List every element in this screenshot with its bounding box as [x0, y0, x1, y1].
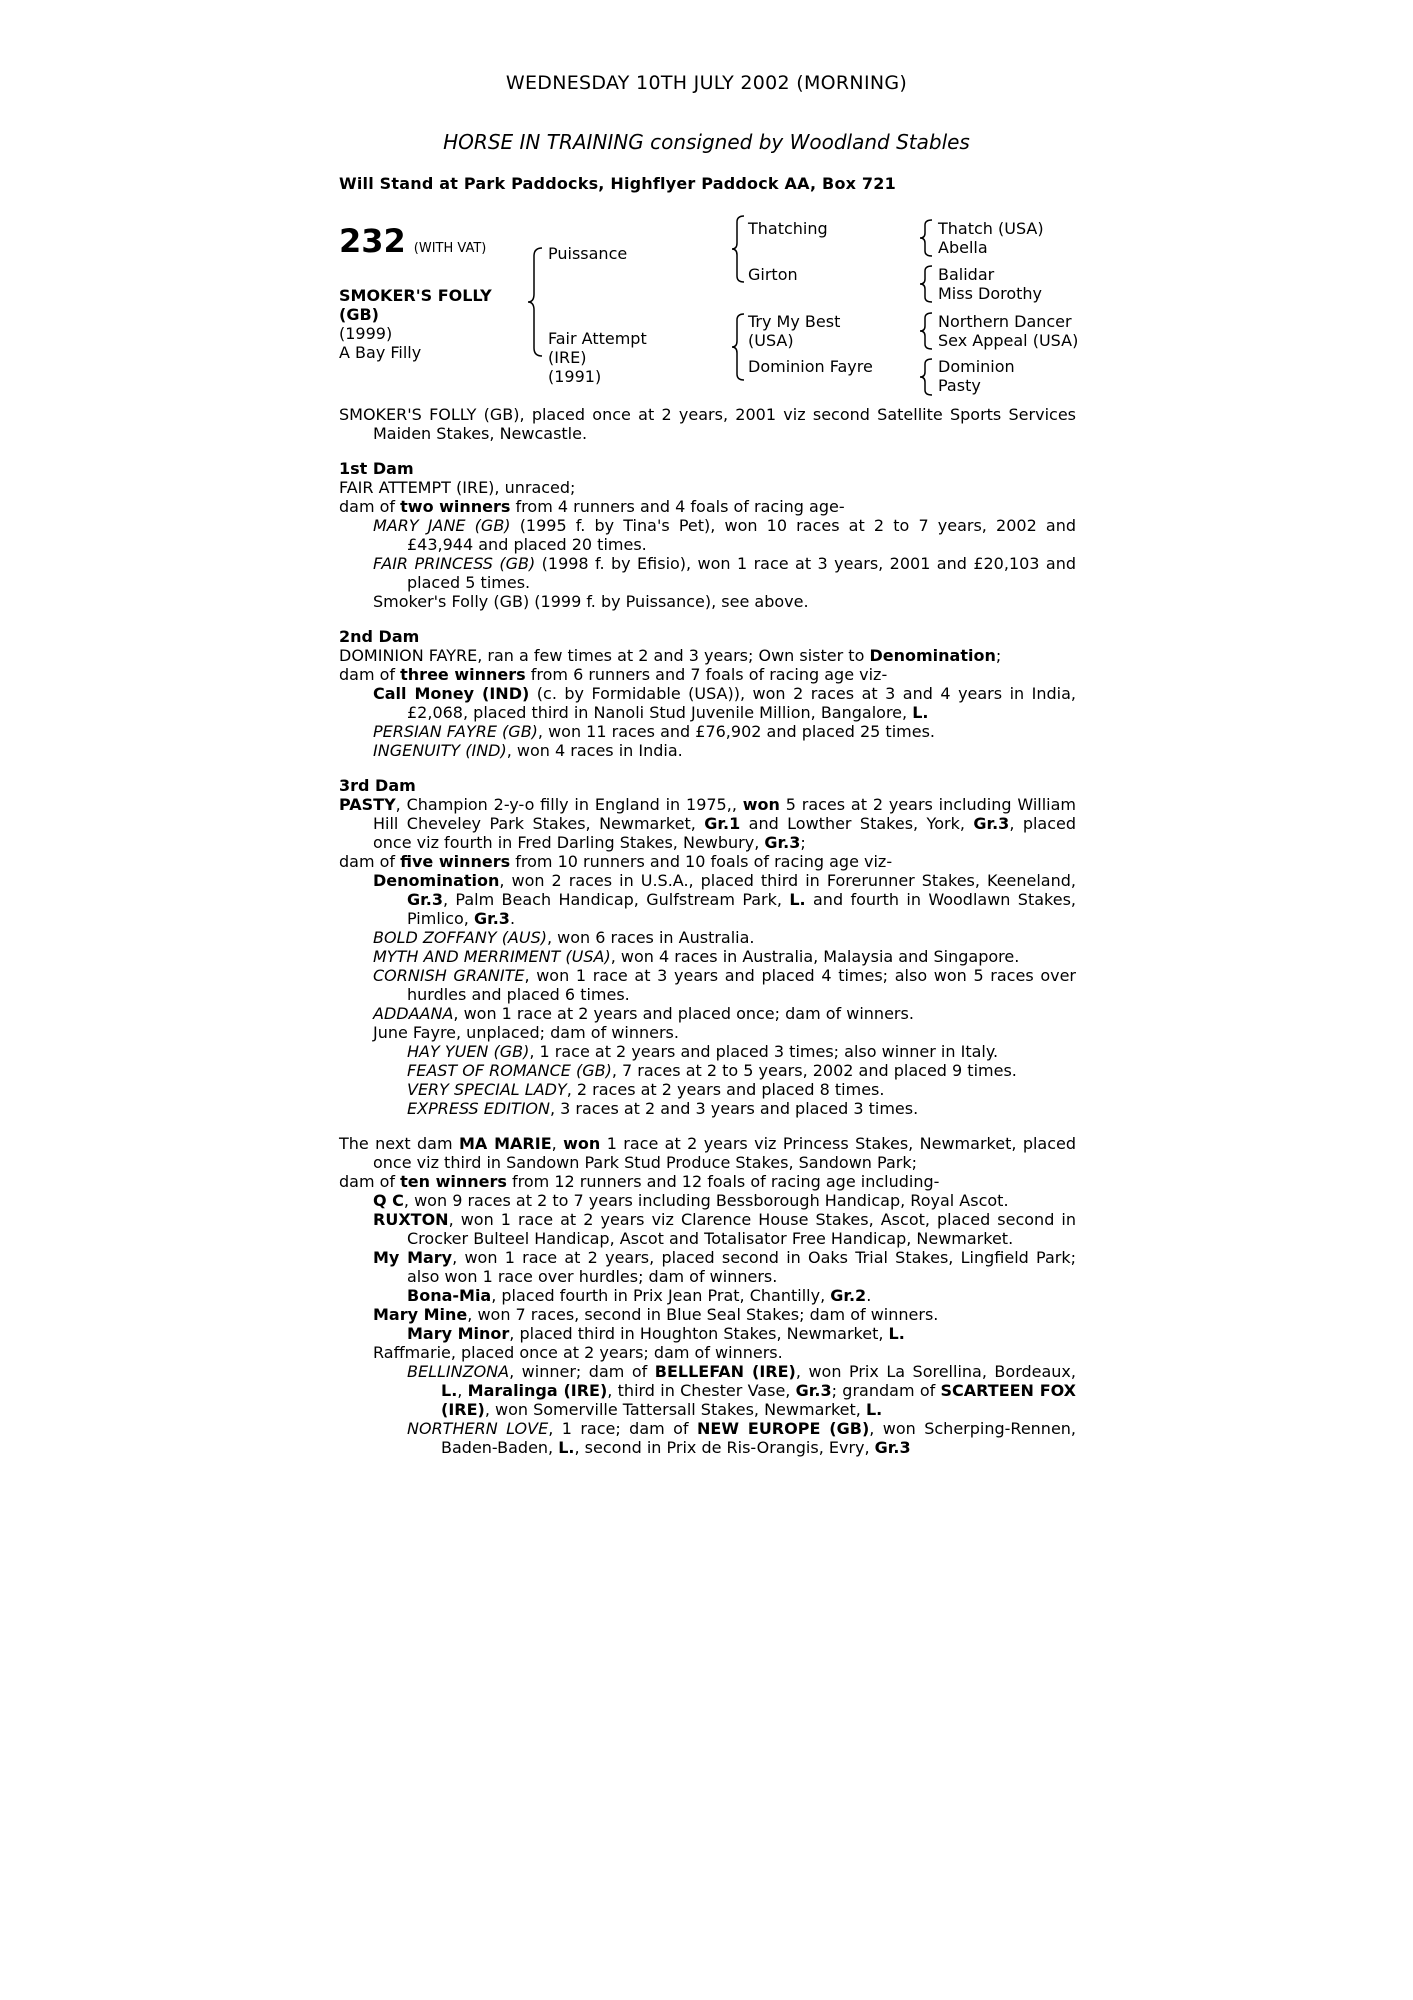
produce-item: FAIR PRINCESS (GB) (1998 f. by Efisio), won 1 race at 3 years, 2001 and £20,103 and placed 5 times.: [373, 554, 1077, 592]
pedigree-brace-5: [920, 264, 934, 304]
produce-item: MARY JANE (GB) (1995 f. by Tina's Pet), won 10 races at 2 to 7 years, 2002 and £43,944 and placed 20 times.: [373, 516, 1077, 554]
pedigree-brace-2: [732, 214, 746, 284]
grand-produce-item: EXPRESS EDITION, 3 races at 2 and 3 years and placed 3 times.: [407, 1099, 919, 1118]
catalogue-body: [339, 405, 1076, 1457]
produce-item: Denomination, won 2 races in U.S.A., placed third in Forerunner Stakes, Keeneland, Gr.3, Palm Beach Handicap, Gulfstream Park, L. and fourth in Woodlawn Stakes, Pimlico, Gr.3.: [373, 871, 1076, 928]
grand-produce-item: Bona-Mia, placed fourth in Prix Jean Prat, Chantilly, Gr.2.: [407, 1286, 872, 1305]
grand-produce-item: FEAST OF ROMANCE (GB), 7 races at 2 to 5 years, 2002 and placed 9 times.: [407, 1061, 1017, 1080]
third-dam-line: PASTY, Champion 2-y-o filly in England in 1975,, won 5 races at 2 years including William Hill Cheveley Park Stakes, Newmarket, Gr.1 and Lowther Stakes, York, Gr.3, placed once viz fourth in Fred Darling Stakes, Newbury, Gr.3;: [339, 795, 1077, 852]
lot-header: [339, 222, 486, 260]
pedigree-sire: Puissance: [548, 244, 628, 263]
pedigree-brace-7: [920, 357, 934, 397]
pedigree-dam: Fair Attempt (IRE) (1991): [548, 329, 647, 386]
produce-item: Smoker's Folly (GB) (1999 f. by Puissance), see above.: [373, 592, 809, 611]
produce-item: My Mary, won 1 race at 2 years, placed second in Oaks Trial Stakes, Lingfield Park; also won 1 race over hurdles; dam of winners.: [373, 1248, 1076, 1286]
pedigree-g1: Thatch (USA): [938, 219, 1044, 238]
sale-date: WEDNESDAY 10TH JULY 2002 (MORNING): [505, 72, 908, 94]
pedigree-g4: Miss Dorothy: [938, 284, 1043, 303]
pedigree-sire-dam: Girton: [748, 265, 798, 284]
first-dam-title: 1st Dam: [339, 459, 414, 478]
pedigree-sire-sire: Thatching: [748, 219, 828, 238]
horse-origin: (GB): [339, 305, 379, 324]
third-dam-title: 3rd Dam: [339, 776, 416, 795]
grand-produce-item: VERY SPECIAL LADY, 2 races at 2 years and placed 8 times.: [407, 1080, 885, 1099]
produce-item: Raffmarie, placed once at 2 years; dam of winners.: [373, 1343, 783, 1362]
horse-year: (1999): [339, 324, 393, 343]
pedigree-brace-4: [920, 218, 934, 258]
stand-location: Will Stand at Park Paddocks, Highflyer Paddock AA, Box 721: [339, 174, 896, 193]
pedigree-g3: Balidar: [938, 265, 995, 284]
pedigree-g7: Dominion: [938, 357, 1015, 376]
produce-item: INGENUITY (IND), won 4 races in India.: [373, 741, 683, 760]
horse-name: SMOKER'S FOLLY: [339, 286, 492, 305]
next-dam-line: The next dam MA MARIE, won 1 race at 2 years viz Princess Stakes, Newmarket, placed once viz third in Sandown Park Stud Produce Stakes, Sandown Park;: [339, 1134, 1077, 1172]
pedigree-dam-dam: Dominion Fayre: [748, 357, 873, 376]
pedigree-brace-1: [528, 246, 548, 358]
second-dam-line: DOMINION FAYRE, ran a few times at 2 and 3 years; Own sister to Denomination;: [339, 646, 1002, 665]
produce-item: CORNISH GRANITE, won 1 race at 3 years and placed 4 times; also won 5 races over hurdles and placed 6 times.: [373, 966, 1077, 1004]
produce-item: BOLD ZOFFANY (AUS), won 6 races in Australia.: [373, 928, 755, 947]
lot-number: 232: [339, 222, 406, 260]
produce-item: Mary Mine, won 7 races, second in Blue Seal Stakes; dam of winners.: [373, 1305, 939, 1324]
pedigree-g5: Northern Dancer: [938, 312, 1072, 331]
second-dam-produce-line: dam of three winners from 6 runners and 7 foals of racing age viz-: [339, 665, 888, 684]
produce-item: Call Money (IND) (c. by Formidable (USA)), won 2 races at 3 and 4 years in India, £2,068, placed third in Nanoli Stud Juvenile Million, Bangalore, L.: [373, 684, 1077, 722]
produce-item: RUXTON, won 1 race at 2 years viz Clarence House Stakes, Ascot, placed second in Crocker Bulteel Handicap, Ascot and Totalisator Free Handicap, Newmarket.: [373, 1210, 1076, 1248]
pedigree-g6: Sex Appeal (USA): [938, 331, 1079, 350]
grand-produce-item: BELLINZONA, winner; dam of BELLEFAN (IRE), won Prix La Sorellina, Bordeaux, L., Maralinga (IRE), third in Chester Vase, Gr.3; grandam of SCARTEEN FOX (IRE), won Somerville Tattersall Stakes, Newmarket, L.: [407, 1362, 1077, 1419]
pedigree-brace-3: [732, 312, 746, 382]
third-dam-produce-line: dam of five winners from 10 runners and 10 foals of racing age viz-: [339, 852, 893, 871]
first-dam-line: FAIR ATTEMPT (IRE), unraced;: [339, 478, 576, 497]
grand-produce-item: NORTHERN LOVE, 1 race; dam of NEW EUROPE (GB), won Scherping-Rennen, Baden-Baden, L., second in Prix de Ris-Orangis, Evry, Gr.3: [407, 1419, 1077, 1457]
produce-item: ADDAANA, won 1 race at 2 years and placed once; dam of winners.: [373, 1004, 914, 1023]
pedigree-dam-sire: Try My Best (USA): [748, 312, 841, 350]
second-dam-title: 2nd Dam: [339, 627, 420, 646]
first-dam-produce-line: dam of two winners from 4 runners and 4 foals of racing age-: [339, 497, 845, 516]
intro-paragraph: SMOKER'S FOLLY (GB), placed once at 2 years, 2001 viz second Satellite Sports Services Maiden Stakes, Newcastle.: [339, 405, 1076, 443]
horse-description: A Bay Filly: [339, 343, 422, 362]
consignor-title: HORSE IN TRAINING consigned by Woodland Stables: [443, 130, 970, 154]
pedigree-brace-6: [920, 311, 934, 351]
horse-info: [339, 286, 519, 362]
grand-produce-item: HAY YUEN (GB), 1 race at 2 years and placed 3 times; also winner in Italy.: [407, 1042, 999, 1061]
next-dam-produce-line: dam of ten winners from 12 runners and 12 foals of racing age including-: [339, 1172, 940, 1191]
produce-item: June Fayre, unplaced; dam of winners.: [373, 1023, 679, 1042]
pedigree-g2: Abella: [938, 238, 988, 257]
pedigree-g8: Pasty: [938, 376, 981, 395]
vat-note: (WITH VAT): [413, 241, 487, 256]
produce-item: Q C, won 9 races at 2 to 7 years including Bessborough Handicap, Royal Ascot.: [373, 1191, 1009, 1210]
produce-item: PERSIAN FAYRE (GB), won 11 races and £76,902 and placed 25 times.: [373, 722, 935, 741]
grand-produce-item: Mary Minor, placed third in Houghton Stakes, Newmarket, L.: [407, 1324, 905, 1343]
produce-item: MYTH AND MERRIMENT (USA), won 4 races in Australia, Malaysia and Singapore.: [373, 947, 1020, 966]
